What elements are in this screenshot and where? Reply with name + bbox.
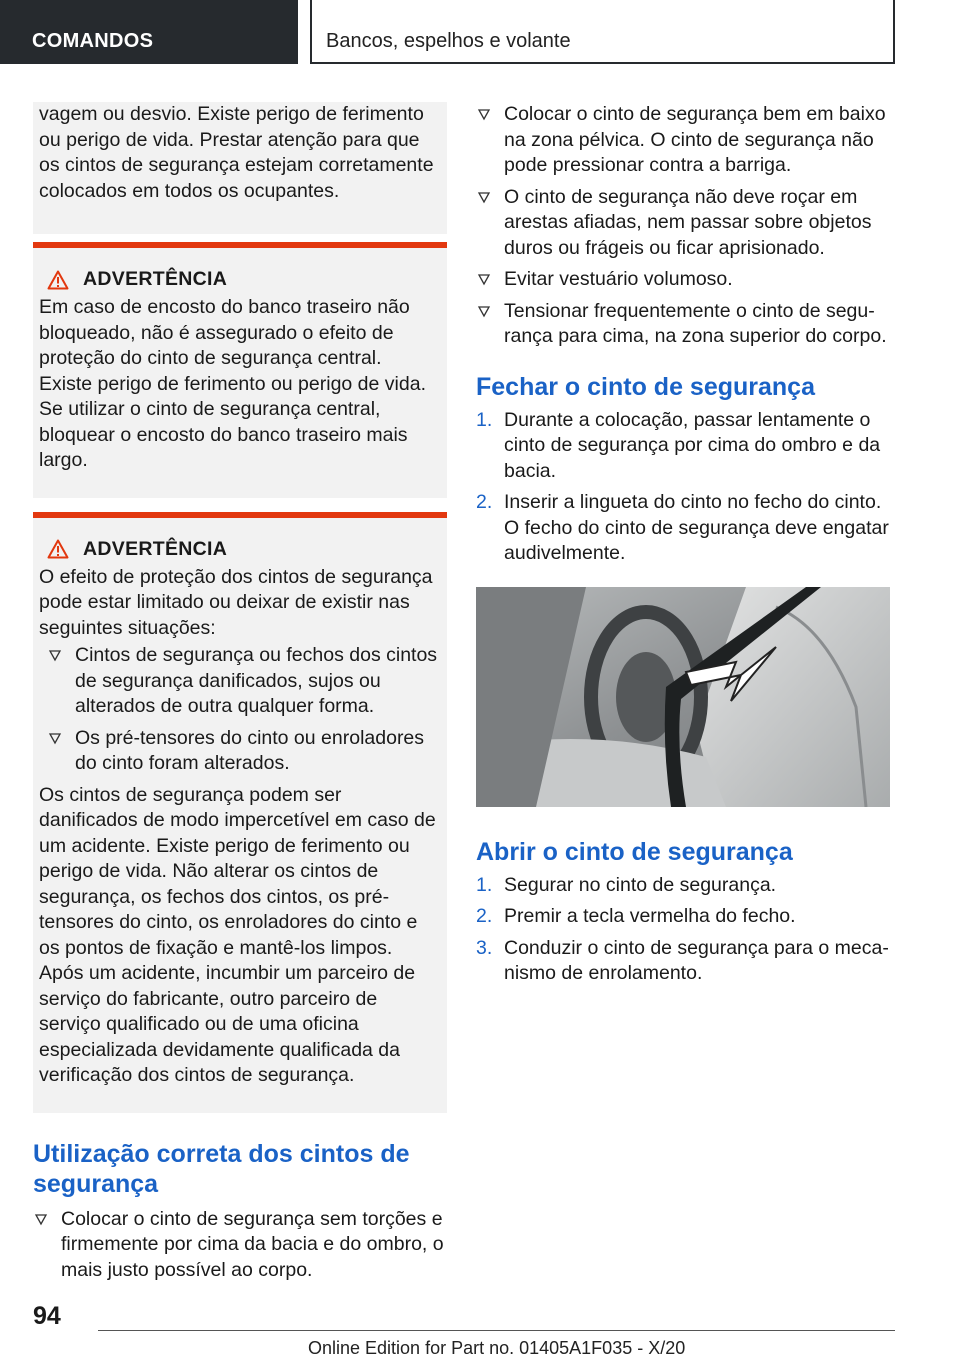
step-number: 2. <box>476 905 493 927</box>
page-number: 94 <box>33 1302 61 1330</box>
step-item <box>476 873 890 899</box>
step-text: Premir a tecla vermelha do fecho. <box>504 905 796 927</box>
list-item <box>476 102 890 179</box>
list-item-text: Tensionar frequentemente o cinto de segurança para cima, na zona superior do corpo. <box>504 299 887 347</box>
right-column <box>476 102 890 993</box>
warning-title-row <box>47 538 439 561</box>
step-item <box>476 936 890 987</box>
list-item-text: Colocar o cinto de segurança sem torções e firmemente por cima da bacia e do ombro, o mais justo possível ao corpo. <box>61 1207 444 1281</box>
warning-continuation-text: vagem ou desvio. Existe perigo de ferimento ou perigo de vida. Prestar atenção para que os cintos de segurança estejam corretamente colocados em todos os ocupantes. <box>39 103 434 202</box>
footer-divider <box>98 1330 895 1331</box>
list-item <box>476 299 890 350</box>
list-item-text: Cintos de segurança ou fechos dos cintos de segurança danificados, sujos ou alterados de outra qualquer forma. <box>75 644 438 717</box>
step-number: 1. <box>476 408 493 431</box>
step-number: 2. <box>476 491 493 513</box>
left-column <box>33 102 447 1289</box>
triangle-bullet-icon <box>476 190 492 206</box>
list-item <box>33 1207 447 1284</box>
list-item-text: O cinto de segurança não deve roçar em arestas afiadas, nem passar sobre objetos duros ou frágeis ou ficar aprisionado. <box>504 185 872 259</box>
step-text: Segurar no cinto de segurança. <box>504 873 777 896</box>
footer-edition[interactable]: Online Edition for Part no. 01405A1F035 - X/20 <box>308 1338 686 1358</box>
list-item <box>47 726 439 777</box>
header-chapter-label: Bancos, espelhos e volante <box>326 30 571 52</box>
step-number: 1. <box>476 873 493 896</box>
warning-title: ADVERTÊNCIA <box>83 537 228 560</box>
header-chapter-tab <box>310 0 895 64</box>
section-heading-fasten: Fechar o cinto de segurança <box>476 372 815 401</box>
step-number: 3. <box>476 936 493 959</box>
triangle-bullet-icon <box>33 1212 49 1228</box>
step-text: Conduzir o cinto de segurança para o mecanismo de enrolamento. <box>504 936 889 984</box>
seatbelt-photo <box>476 587 890 807</box>
step-text: Inserir a lingueta do cinto no fecho do cinto. O fecho do cinto de segurança deve engatar audivelmente. <box>504 491 889 564</box>
section-heading-open: Abrir o cinto de segurança <box>476 837 793 866</box>
warning-box-1 <box>33 242 447 498</box>
triangle-bullet-icon <box>476 304 492 320</box>
correct-use-list-continued <box>476 102 890 350</box>
fasten-steps <box>476 408 890 567</box>
warning-body: Em caso de encosto do banco traseiro não bloqueado, não é assegurado o efeito de proteção do cinto de segurança central. Existe perigo de ferimento ou perigo de vida. Se utilizar o cinto de segurança central, bloquear o encosto do banco traseiro mais largo. <box>39 296 426 471</box>
warning-box-2 <box>33 512 447 1113</box>
warning-title: ADVERTÊNCIA <box>83 268 228 290</box>
header-section-tab <box>0 0 298 64</box>
warning-triangle-icon <box>47 270 69 290</box>
triangle-bullet-icon <box>47 648 63 664</box>
triangle-bullet-icon <box>47 731 63 747</box>
list-item <box>47 643 439 720</box>
warning-body: Os cintos de segurança podem ser danificados de modo impercetível em caso de um acidente. Existe perigo de ferimento ou perigo de vida. Não alterar os cintos de segurança, os fechos dos cintos, os pré-tensores do cinto, os enroladores do cinto e os pontos de fixação e mantê-los limpos. Após um acidente, incumbir um parceiro de serviço do fabricante, outro parceiro de serviço qualificado ou de uma oficina especializada devidamente qualificada da verificação dos cintos de segurança. <box>39 783 436 1086</box>
list-item <box>476 185 890 262</box>
list-item-text: Colocar o cinto de segurança bem em baixo na zona pélvica. O cinto de segurança não pode pressionar contra a barriga. <box>504 103 886 176</box>
warning-title-row <box>47 268 439 291</box>
warning-triangle-icon <box>47 539 69 559</box>
list-item-text: Evitar vestuário volumoso. <box>504 268 733 290</box>
correct-use-list <box>33 1207 447 1284</box>
warning-continuation-box <box>33 102 447 234</box>
step-item <box>476 490 890 567</box>
list-item-text: Os pré-tensores do cinto ou enroladores do cinto foram alterados. <box>75 726 425 774</box>
section-heading-correct-use: Utilização correta dos cintos de segurança <box>33 1139 410 1198</box>
open-steps <box>476 873 890 987</box>
header-section-label: COMANDOS <box>32 30 154 52</box>
step-text: Durante a colocação, passar lentamente o cinto de segurança por cima do ombro e da bacia. <box>504 408 881 482</box>
step-item <box>476 408 890 485</box>
warning-list <box>47 643 439 777</box>
warning-intro: O efeito de proteção dos cintos de segurança pode estar limitado ou deixar de existir nas seguintes situações: <box>39 565 433 639</box>
list-item <box>476 267 890 293</box>
triangle-bullet-icon <box>476 107 492 123</box>
triangle-bullet-icon <box>476 272 492 288</box>
step-item <box>476 904 890 930</box>
